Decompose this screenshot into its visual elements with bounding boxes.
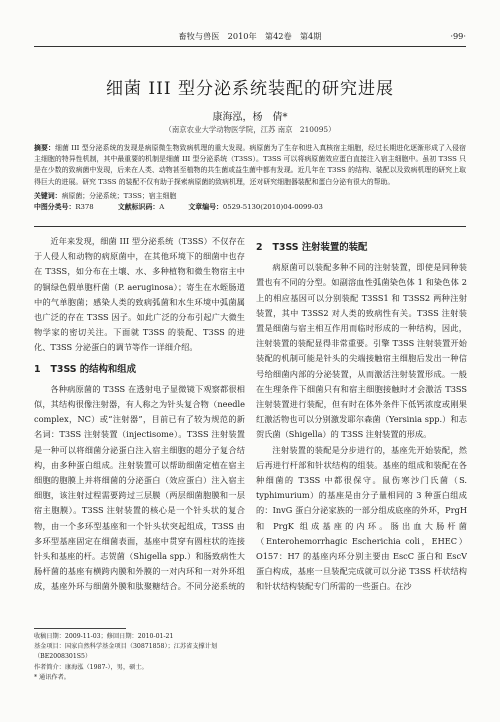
right-column bbox=[256, 234, 467, 696]
doc-code-value: A bbox=[159, 203, 165, 211]
footnote-funding: 基金项目：国家自然科学基金项目（30871858）；江苏省支撑计划（BE2008301S5） bbox=[34, 643, 218, 661]
header-rule bbox=[34, 46, 466, 47]
page-number: ·99· bbox=[450, 31, 466, 41]
section-1-paragraph: 各种病原菌的 T3SS 在透射电子显微镜下观察都很相似，其结构很像注射器，有人称之为针头复合物（needle complex，NC）或“注射器”，目前已有了较为规范的新名词：T3SS 注射装置（injectisome）。T3SS 注射装置是一种可以将细菌分泌蛋白注入宿主细胞的超分子复合结构，由多种蛋白组成。注射装置可以帮助细菌定植在宿主细胞的胞膜上并将细菌的分泌蛋白（效应蛋白）注入宿主细胞，该注射过程需要跨过三层膜（两层细菌胞膜和一层宿主胞膜）。T3SS 注射装置的核心是一个针头状的复合物，由一个多环型基座和一个针头状突起组成，T3SS 由多环型基座固定在细菌表面，基座中贯穿有圆柱状的连接针头和基座的杆。志贺菌（Shigella spp.）和肠致病性大肠杆菌的基座有横跨内膜和外膜的一对内环和一对外环组成，基座外环与细菌外膜和肽聚糖结合。不同分泌系统的 bbox=[34, 383, 245, 592]
journal-issue: 畜牧与兽医 2010年 第42卷 第4期 bbox=[178, 31, 322, 41]
article-meta bbox=[34, 191, 466, 213]
article-no-cell bbox=[188, 202, 323, 213]
abstract-text: 细菌 III 型分泌系统的发现是病原微生物致病机理的重大发现。病原菌为了生存和进入真核宿主细胞，经过长期进化逐渐形成了入侵宿主细胞的特异性机制，其中最重要的机制是细菌 III 型分泌系统（T3SS）。T3SS 可以将病原菌效应蛋白直接注入宿主细胞中。虽初 T3SS 只是在少数的致病菌中发现，后来在人类、动物甚至植物的共生菌或益生菌中都有发现。近几年在 T3SS 的结构、装配以及致病机理的研究上取得巨大的进展。研究 T3SS 的装配不仅有助于探索病原菌的致病机理，还对研究细胞器装配和蛋白分泌有很大的帮助。 bbox=[34, 144, 466, 186]
footnote-rule bbox=[34, 628, 126, 629]
doc-code-label: 文献标识码： bbox=[117, 203, 160, 211]
section-1-number: 1 bbox=[34, 363, 41, 375]
left-column bbox=[34, 234, 245, 592]
classification-row bbox=[34, 202, 466, 213]
keywords-row bbox=[34, 191, 466, 202]
intro-paragraph: 近年来发现，细菌 III 型分泌系统（T3SS）不仅存在于人侵人和动物的病原菌中，在其他环境下的细菌中也存在 T3SS，如分布在土壤、水、多种植物和微生物宿主中的铜绿色假单胞杆菌（P. aeruginosa）；寄生在水蛭肠道中的气单胞菌；感染人类的致病弧菌和水生环境中弧菌属也广泛的存在 T3SS 因子。如此广泛的分布引起广大微生物学家的密切关注。下面就 T3SS 的装配、T3SS 的进化、T3SS 分泌蛋白的调节等作一详细介绍。 bbox=[34, 236, 245, 353]
keywords-label: 关键词： bbox=[34, 192, 62, 200]
section-2-number: 2 bbox=[256, 242, 263, 253]
footnote-author-bio: 作者简介：康海泓（1987-），男，硕士。 bbox=[34, 663, 148, 671]
footnote-block bbox=[34, 632, 245, 683]
section-2-heading bbox=[256, 240, 467, 255]
meta-rule bbox=[34, 226, 466, 227]
section-2-paragraph-1: 病原菌可以装配多种不同的注射装置，即使是同种装置也有不同的分型。如副溶血性弧菌染色体 1 和染色体 2 上的相应基因可以分别装配 T3SS1 和 T3SS2 两种注射装置，其中 T3SS2 对人类的致病性有关。T3SS 注射装置是细菌与宿主相互作用而临时形成的一种结构，因此，注射装置的装配显得非常重要。引擎 T3SS 注射装置开始装配的机制可能是针头的尖端接触宿主细胞后发出一种信号给细菌内部的分泌装置，从而激活注射装置形成。一般在生理条件下细菌只有和宿主细胞接触时才会激活 T3SS 注射装置进行装配，但有时在体外条件下低钙浓度或刚果红激活物也可以分别激发耶尔森菌（Yersinia spp.）和志贺氏菌（Shigella）的 T3SS 注射装置的形成。 bbox=[256, 262, 467, 440]
section-1-heading bbox=[34, 362, 245, 377]
article-authors: 康海泓，杨 倩* bbox=[212, 112, 288, 123]
keywords-value: 病原菌；分泌系统；T3SS；宿主细胞 bbox=[61, 192, 177, 200]
section-2-paragraph-2: 注射装置的装配是分步进行的，基座先开始装配，然后再进行杆部和针状结构的组装。基座的组成和装配在各种细菌的 T3SS 中都很保守。鼠伤寒沙门氏菌（S. typhimurium）的基座是由分子量相同的 3 种蛋白组成的：InvG 蛋白分泌家族的一部分组成底座的外环，PrgH 和 PrgK 组成基座的内环。肠出血大肠杆菌（Enterohemorrhagic Escherichia coli，EHEC）O157：H7 的基座内环分别主要由 EscC 蛋白和 EscV 蛋白构成，基座一旦装配完成就可以分泌 T3SS 杆状结构和针状结构装配专门所需的一些蛋白。在沙 bbox=[256, 444, 467, 592]
article-no-label: 文章编号： bbox=[188, 203, 223, 211]
abstract-label: 摘要： bbox=[34, 144, 55, 152]
section-1-title: T3SS 的结构和组成 bbox=[50, 363, 137, 375]
running-header bbox=[34, 31, 466, 45]
clc-label: 中图分类号： bbox=[34, 203, 76, 211]
article-no-value: 0529-5130(2010)04-0099-03 bbox=[222, 203, 323, 211]
clc-value: R378 bbox=[75, 203, 94, 211]
footnote-corresponding: * 通讯作者。 bbox=[34, 673, 70, 681]
article-title: 细菌 III 型分泌系统装配的研究进展 bbox=[106, 79, 394, 99]
doc-code-cell bbox=[118, 202, 164, 213]
footnote-received: 收稿日期：2009-11-03；修回日期：2010-01-21 bbox=[34, 633, 174, 640]
section-2-title: T3SS 注射装置的装配 bbox=[272, 242, 368, 253]
abstract-block bbox=[34, 143, 466, 188]
author-affiliation: （南京农业大学动物医学院，江苏 南京 210095） bbox=[164, 125, 336, 134]
clc-cell bbox=[34, 202, 94, 213]
